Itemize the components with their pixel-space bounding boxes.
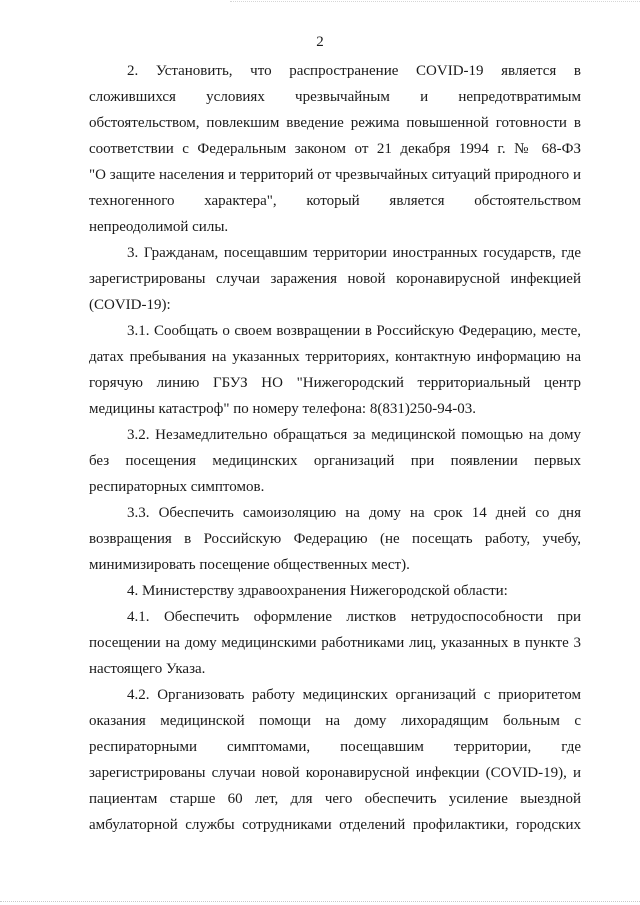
text-line: "О защите населения и территорий от чрезвычайных ситуаций природного и: [89, 167, 581, 183]
text-line: оказания медицинской помощи на дому лихорадящим больным с: [89, 713, 581, 729]
text-line: возвращения в Российскую Федерацию (не посещать работу, учебу,: [89, 531, 581, 547]
text-line: респираторных симптомов.: [89, 479, 265, 495]
text-line: настоящего Указа.: [89, 661, 206, 677]
text-line: посещении на дому медицинскими работниками лиц, указанных в пункте 3: [89, 635, 581, 651]
text-line: 3.1. Сообщать о своем возвращении в Российскую Федерацию, месте,: [127, 323, 581, 339]
text-line: минимизировать посещение общественных мест).: [89, 557, 410, 573]
scan-edge-bottom: [0, 901, 640, 902]
text-line: обстоятельством, повлекшим введение режима повышенной готовности в: [89, 115, 581, 131]
text-line: 3.3. Обеспечить самоизоляцию на дому на срок 14 дней со дня: [127, 505, 581, 521]
text-line: 4. Министерству здравоохранения Нижегородской области:: [127, 583, 508, 599]
text-line: зарегистрированы случаи заражения новой коронавирусной инфекцией: [89, 271, 581, 287]
text-line: датах пребывания на указанных территориях, контактную информацию на: [89, 349, 581, 365]
text-line: 3.2. Незамедлительно обращаться за медицинской помощью на дому: [127, 427, 581, 443]
text-line: амбулаторной службы сотрудниками отделений профилактики, городских: [89, 817, 581, 833]
text-line: непреодолимой силы.: [89, 219, 229, 235]
page-number: 2: [316, 34, 324, 50]
text-line: пациентам старше 60 лет, для чего обеспечить усиление выездной: [89, 791, 581, 807]
text-line: 4.2. Организовать работу медицинских организаций с приоритетом: [127, 687, 581, 703]
text-line: 3. Гражданам, посещавшим территории иностранных государств, где: [127, 245, 581, 261]
text-line: техногенного характера", который является обстоятельством: [89, 193, 581, 209]
text-line: зарегистрированы случаи новой коронавирусной инфекции (COVID-19), и: [89, 765, 581, 781]
text-line: медицины катастроф" по номеру телефона: 8(831)250-94-03.: [89, 401, 477, 417]
text-line: респираторными симптомами, посещавшим территории, где: [89, 739, 581, 755]
text-line: 2. Установить, что распространение COVID-19 является в: [127, 63, 581, 79]
text-line: горячую линию ГБУЗ НО "Нижегородский территориальный центр: [89, 375, 581, 391]
text-line: (COVID-19):: [89, 297, 171, 313]
text-line: сложившихся условиях чрезвычайным и непредотвратимым: [89, 89, 581, 105]
text-line: 4.1. Обеспечить оформление листков нетрудоспособности при: [127, 609, 581, 625]
scan-edge-top: [230, 1, 640, 2]
text-line: соответствии с Федеральным законом от 21 декабря 1994 г. № 68-ФЗ: [89, 141, 581, 157]
text-line: без посещения медицинских организаций при появлении первых: [89, 453, 581, 469]
